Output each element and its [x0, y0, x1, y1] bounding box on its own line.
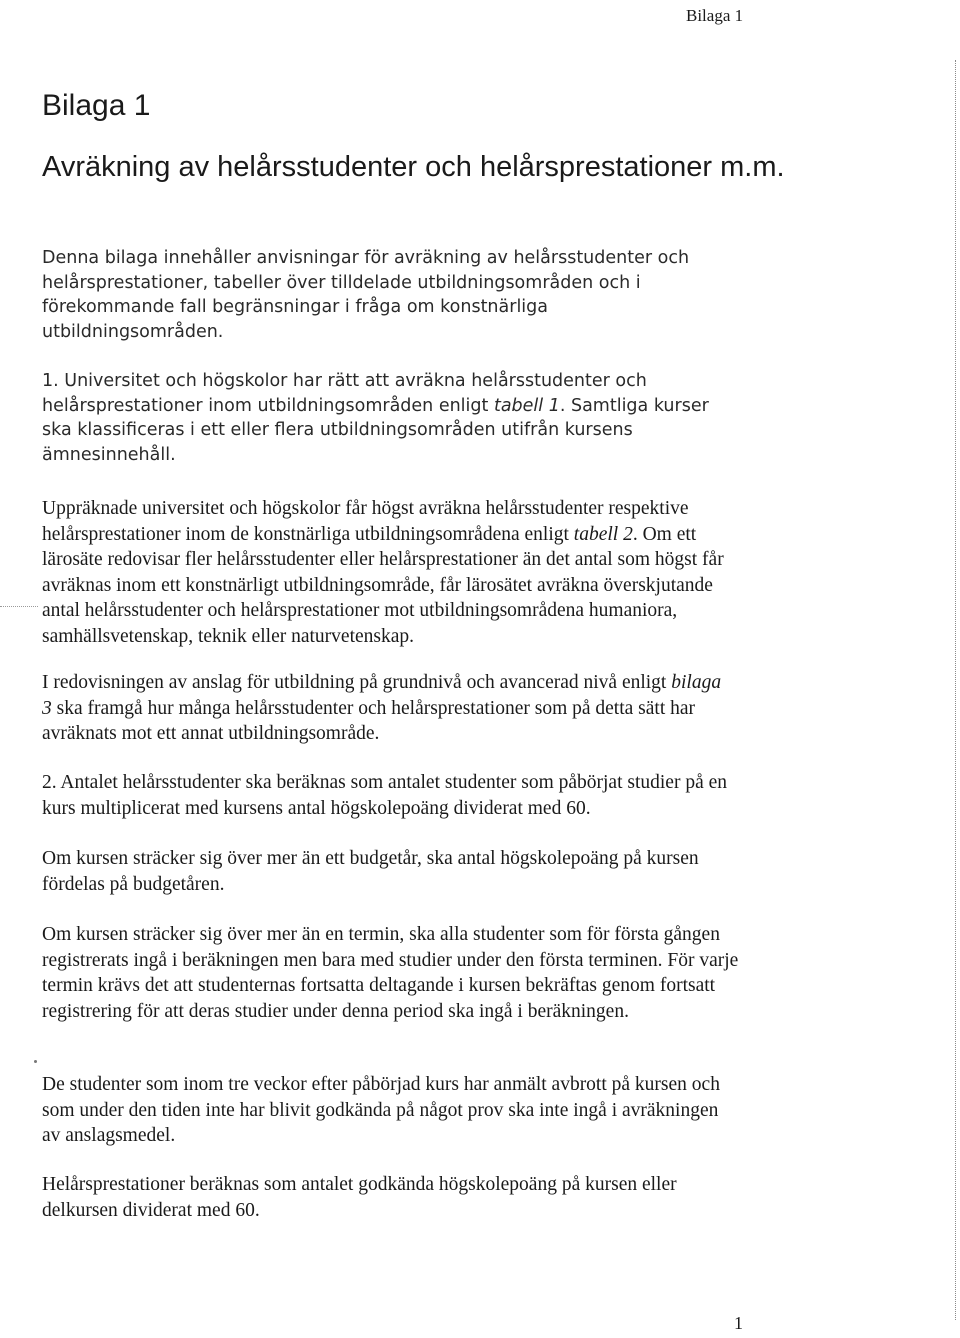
section-1-text-a: 1. Universitet och högskolor har rätt att avräkna helårsstudenter och helårsprestationer inom utbildningsområden enligt — [42, 371, 647, 416]
artistic-areas-paragraph — [42, 496, 742, 649]
artistic-text-b: . Om ett lärosäte redovisar fler helårsstudenter eller helårsprestationer än det antal som högst får avräknas inom ett konstnärligt utbildningsområde, får lärosätet avräkna överskjutande antal helårsstudenter och helårsprestationer mot utbildningsområdena humaniora, samhällsvetenskap, teknik eller naturvetenskap. — [42, 523, 724, 647]
performance-paragraph: Helårsprestationer beräknas som antalet godkända högskolepoäng på kursen eller delkursen dividerat med 60. — [42, 1174, 677, 1221]
reporting-paragraph — [42, 670, 732, 747]
scan-margin-mark — [0, 606, 38, 607]
document-subtitle: Avräkning av helårsstudenter och helårsprestationer m.m. — [42, 151, 785, 183]
artistic-text-a: Uppräknade universitet och högskolor får högst avräkna helårsstudenter respektive helårsprestationer inom de konstnärliga utbildningsområdena enligt — [42, 498, 689, 545]
term-paragraph: Om kursen sträcker sig över mer än en termin, ska alla studenter som för första gången registrerats ingå i beräkningen men bara med studier under den första terminen. För varje termin krävs det att studenternas fortsatta deltagande i kursen bekräftas genom fortsatt registrering för att deras studier under denna period ska ingå i beräkningen. — [42, 924, 739, 1022]
page-number: 1 — [734, 1313, 743, 1333]
scan-speck — [34, 1060, 37, 1063]
section-2-paragraph: 2. Antalet helårsstudenter ska beräknas som antalet studenter som påbörjat studier på en kurs multiplicerat med kursens antal högskolepoäng dividerat med 60. — [42, 772, 728, 819]
table-1-reference: tabell 1 — [493, 395, 560, 416]
section-1-text-b: . Samtliga kurser ska klassificeras i ett eller flera utbildningsområden utifrån kursens ämnesinnehåll. — [42, 395, 709, 465]
budget-year-paragraph: Om kursen sträcker sig över mer än ett budgetår, ska antal högskolepoäng på kursen fördelas på budgetåren. — [42, 848, 699, 895]
running-header: Bilaga 1 — [686, 6, 744, 25]
dropout-paragraph: De studenter som inom tre veckor efter påbörjad kurs har anmält avbrott på kursen och som under den tiden inte har blivit godkända på något prov ska inte ingå i avräkningen av anslagsmedel. — [42, 1074, 720, 1146]
appendix-3-reference: bilaga 3 — [42, 672, 722, 719]
document-title: Bilaga 1 — [42, 89, 151, 122]
reporting-text-b: ska framgå hur många helårsstudenter och helårsprestationer som på detta sätt har avräknats mot ett annat utbildningsområde. — [42, 697, 696, 744]
section-1-paragraph — [42, 369, 732, 467]
reporting-text-a: I redovisningen av anslag för utbildning på grundnivå och avancerad nivå enligt — [42, 672, 672, 693]
scan-edge-line — [954, 60, 956, 1320]
intro-paragraph: Denna bilaga innehåller anvisningar för avräkning av helårsstudenter och helårsprestationer, tabeller över tilldelade utbildningsområden och i förekommande fall begränsningar i fråga om konstnärliga utbildningsområden. — [42, 248, 690, 342]
table-2-reference: tabell 2 — [573, 523, 633, 545]
